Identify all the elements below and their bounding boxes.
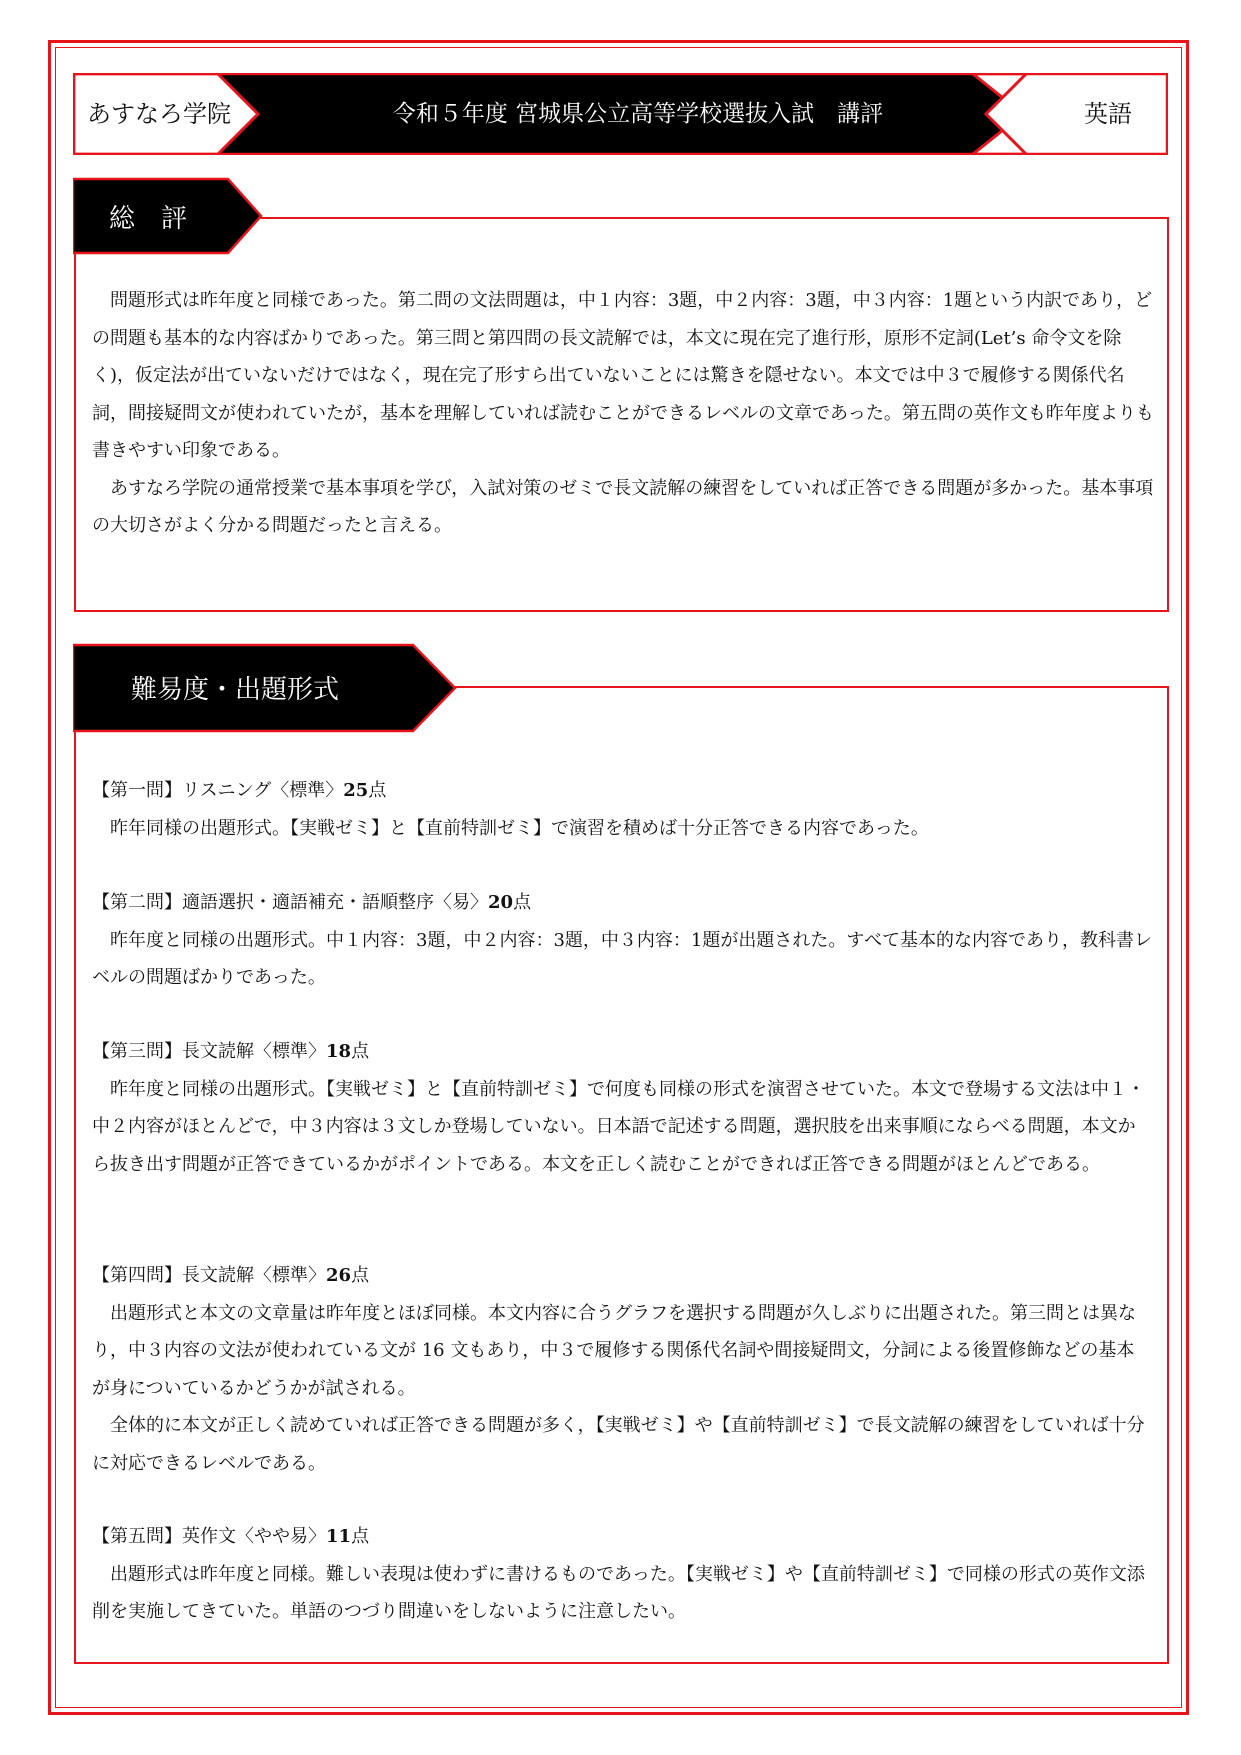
question-3-points: 18 (326, 1041, 352, 1062)
question-4-text-2: 全体的に本文が正しく読めていれば正答できる問題が多く，【実戦ゼミ】や【直前特訓ゼミ】で長文読解の練習をしていれば十分に対応できるレベルである。 (92, 1415, 1145, 1474)
overview-heading-tab (73, 177, 263, 259)
difficulty-heading-tab (73, 643, 458, 737)
question-3 (92, 1033, 1152, 1183)
question-1-unit: 点 (368, 780, 387, 801)
question-3-title: 【第三問】長文読解〈標準〉18点 (92, 1041, 370, 1062)
question-4 (92, 1257, 1152, 1482)
question-5-text: 出題形式は昨年度と同様。難しい表現は使わずに書けるものであった。【実戦ゼミ】や【直前特訓ゼミ】で同様の形式の英作文添削を実施してきていた。単語のつづり間違いをしないように注意したい。 (92, 1563, 1145, 1622)
question-5-title: 【第五問】英作文〈やや易〉11点 (92, 1526, 370, 1547)
question-5-points: 11 (326, 1526, 352, 1547)
overview-heading: 総 評 (109, 204, 188, 234)
question-2 (92, 884, 1152, 997)
question-1-points: 25 (343, 780, 369, 801)
page-title: 令和５年度 宮城県公立高等学校選抜入試 講評 (392, 101, 884, 127)
header-band (73, 73, 1168, 155)
question-5 (92, 1518, 1152, 1631)
question-2-title: 【第二問】適語選択・適語補充・語順整序〈易〉20点 (92, 892, 532, 913)
question-4-text-1: 出題形式と本文の文章量は昨年度とほぼ同様。本文内容に合うグラフを選択する問題が久しぶりに出題された。第三問とは異なり，中３内容の文法が使われている文が 16 文もあり，中３で履修する関係代名詞や間接疑問文，分詞による後置修飾などの基本が身についているかどうかが試される。 (92, 1302, 1136, 1399)
difficulty-heading: 難易度・出題形式 (131, 675, 340, 705)
question-4-points: 26 (326, 1265, 352, 1286)
question-2-text: 昨年度と同様の出題形式。中１内容：3題，中２内容：3題，中３内容：1題が出題された。すべて基本的な内容であり，教科書レベルの問題ばかりであった。 (92, 929, 1152, 988)
question-1 (92, 772, 1152, 847)
overview-paragraph-1: 問題形式は昨年度と同様であった。第二問の文法問題は，中１内容：3題，中２内容：3題，中３内容：1題という内訳であり，どの問題も基本的な内容ばかりであった。第三問と第四問の長文読解では，本文に現在完了進行形，原形不定詞(Let’s 命令文を除く)，仮定法が出ていないだけではなく，現在完了形すら出ていないことには驚きを隠せない。本文では中３で履修する関係代名詞，間接疑問文が使われていたが，基本を理解していれば読むことができるレベルの文章であった。第五問の英作文も昨年度よりも書きやすい印象である。 (92, 290, 1154, 461)
question-5-unit: 点 (351, 1526, 370, 1547)
subject-label: 英語 (1084, 100, 1132, 128)
question-3-unit: 点 (351, 1041, 370, 1062)
overview-body (92, 282, 1154, 545)
question-1-text: 昨年同様の出題形式。【実戦ゼミ】と【直前特訓ゼミ】で演習を積めば十分正答できる内容であった。 (110, 817, 929, 839)
question-4-title: 【第四問】長文読解〈標準〉26点 (92, 1265, 370, 1286)
question-1-title: 【第一問】リスニング〈標準〉25点 (92, 780, 387, 801)
question-2-points: 20 (488, 892, 514, 913)
school-name: あすなろ学院 (87, 100, 231, 128)
question-3-text: 昨年度と同様の出題形式。【実戦ゼミ】と【直前特訓ゼミ】で何度も同様の形式を演習させていた。本文で登場する文法は中１・中２内容がほとんどで，中３内容は３文しか登場していない。日本語で記述する問題，選択肢を出来事順にならべる問題，本文から抜き出す問題が正答できているかがポイントである。本文を正しく読むことができれば正答できる問題がほとんどである。 (92, 1078, 1145, 1175)
question-4-unit: 点 (351, 1265, 370, 1286)
overview-paragraph-2: あすなろ学院の通常授業で基本事項を学び，入試対策のゼミで長文読解の練習をしていれば正答できる問題が多かった。基本事項の大切さがよく分かる問題だったと言える。 (92, 477, 1154, 536)
question-2-unit: 点 (513, 892, 532, 913)
